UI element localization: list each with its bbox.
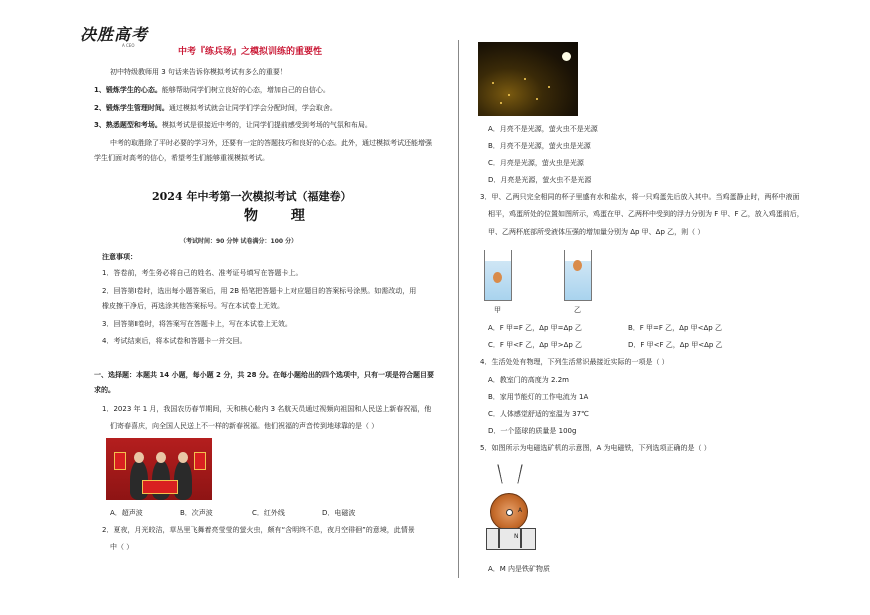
intro-point-3 [94, 121, 372, 130]
q2-option-d: D．月亮是光源，萤火虫不是光源 [488, 176, 592, 184]
q1-option-b: B．次声波 [180, 509, 213, 517]
q3-line-2: 相平，鸡蛋所处的位置如图所示，鸡蛋在甲、乙两杯中受到的浮力分别为 F 甲、F 乙，放入鸡蛋前后， [488, 210, 804, 218]
drum-hub [506, 509, 513, 516]
section-heading-line-2: 求的。 [94, 386, 115, 394]
firefly [508, 94, 510, 96]
glass-label-jia: 甲 [494, 306, 501, 314]
intro-point-label: 2、锻炼学生管理时间。 [94, 104, 169, 112]
notice-item: 3．回答第Ⅱ卷时，将答案写在答题卡上，写在本试卷上无效。 [102, 320, 292, 328]
q3-option-b: B．F 甲=F 乙，Δp 甲<Δp 乙 [628, 324, 722, 332]
q5-option-a: A．M 内是铁矿物质 [488, 565, 551, 573]
firefly [500, 102, 502, 104]
q3-line-3: 甲、乙两杯底部所受液体压强的增加量分别为 Δp 甲、Δp 乙，则（ ） [488, 228, 705, 236]
q5-line-1: 5．如图所示为电磁选矿机的示意图，A 为电磁铁，下列选项正确的是（ ） [480, 444, 711, 452]
notice-item: 4．考试结束后，将本试卷和答题卡一并交回。 [102, 337, 247, 345]
intro-point-label: 3、熟悉题型和考场。 [94, 121, 162, 129]
banner-decoration [114, 452, 126, 470]
astronaut-face [134, 452, 144, 463]
q1-line-2: 们寄春喜庆，向全国人民送上不一样的新春祝福。他们祝福的声音传到地球靠的是（ ） [110, 422, 379, 430]
brand-logo-sub: A CEO [122, 43, 135, 48]
egg [493, 272, 502, 283]
q1-line-1: 1．2023 年 1 月，我国农历春节期间，天和核心舱内 3 名航天员通过视频向祖国和人民送上新春祝福，他 [102, 405, 432, 413]
notice-heading: 注意事项： [102, 253, 137, 261]
diagram-label-a: A [518, 507, 523, 514]
q4-option-b: B．家用节能灯的工作电流为 1A [488, 393, 589, 401]
exam-meta: （考试时间：90 分钟 试卷满分：100 分） [180, 238, 298, 245]
intro-point-text: 模拟考试是很接近中考的，让同学们提前感受到考场的气氛和布局。 [161, 121, 372, 129]
q2-option-c: C．月亮是光源，萤火虫是光源 [488, 159, 584, 167]
brand-logo: 决胜高考 [80, 25, 149, 44]
firefly [548, 86, 550, 88]
q1-option-a: A．超声波 [110, 509, 143, 517]
intro-lead: 初中特级教师用 3 句话来告诉你模拟考试有多么的重要！ [110, 68, 287, 76]
intro-closing-line-1: 中考的取胜除了平时必要的学习外，还要有一定的答题技巧和良好的心态。此外，通过模拟考试还能增强 [110, 139, 432, 147]
q1-astronauts-image [106, 438, 212, 500]
q3-option-d: D．F 甲<F 乙，Δp 甲<Δp 乙 [628, 341, 723, 349]
q2-line-2: 中（ ） [110, 543, 134, 551]
exam-title: 2024 年中考第一次模拟考试（福建卷） [152, 190, 352, 203]
q3-line-1: 3．甲、乙两只完全相同的杯子里盛有水和盐水，将一只鸡蛋先后放入其中。当鸡蛋静止时，两杯中液面 [480, 193, 800, 201]
q4-line-1: 4．生活处处有物理，下列生活常识最接近实际的一项是（ ） [480, 358, 669, 366]
glass-yi [564, 250, 592, 301]
intro-point-1 [94, 86, 330, 95]
glass-jia [484, 250, 512, 301]
intro-closing-line-2: 学生们面对高考的信心，希望考生们能够重视模拟考试。 [94, 154, 269, 162]
q3-option-c: C．F 甲<F 乙，Δp 甲>Δp 乙 [488, 341, 583, 349]
base-divider [498, 528, 500, 548]
collection-base [486, 528, 536, 550]
firefly [524, 78, 526, 80]
q1-option-d: D．电磁波 [322, 509, 356, 517]
base-divider [520, 528, 522, 548]
q4-option-a: A．教室门的高度为 2.2m [488, 376, 569, 384]
q2-option-b: B．月亮不是光源，萤火虫是光源 [488, 142, 591, 150]
diagram-label-n: N [514, 533, 519, 540]
notice-item: 2．回答第Ⅰ卷时，选出每小题答案后，用 2B 铅笔把答题卡上对应题目的答案标号涂黑。如需改动，用 [102, 287, 417, 295]
q2-line-1: 2．夏夜，月光皎洁，草丛里飞舞着亮莹莹的萤火虫，颇有“含明终不息，夜月空徘徊”的意境，此情景 [102, 526, 415, 534]
egg [573, 260, 582, 271]
column-divider [458, 40, 459, 578]
q1-option-c: C．红外线 [252, 509, 285, 517]
notice-item: 橡皮擦干净后，再选涂其他答案标号。写在本试卷上无效。 [102, 302, 284, 310]
intro-point-label: 1、锻炼学生的心态。 [94, 86, 162, 94]
firefly [536, 98, 538, 100]
intro-heading: 中考『练兵场』之模拟训练的重要性 [178, 47, 323, 57]
section-heading-line-1: 一、选择题：本题共 14 小题，每小题 2 分，共 28 分。在每小题给出的四个选项中，只有一项是符合题目要 [94, 371, 434, 379]
intro-point-text: 通过模拟考试就会让同学们学会分配时间，学会取舍。 [168, 104, 337, 112]
intro-point-text: 能够帮助同学们树立良好的心态，增加自己的自信心。 [161, 86, 330, 94]
glass-label-yi: 乙 [574, 306, 581, 314]
notice-item: 1．答卷前，考生务必将自己的姓名、准考证号填写在答题卡上。 [102, 269, 303, 277]
q2-option-a: A．月亮不是光源，萤火虫不是光源 [488, 125, 598, 133]
intro-point-2 [94, 104, 337, 113]
fu-banner [142, 480, 178, 494]
q3-option-a: A．F 甲=F 乙，Δp 甲=Δp 乙 [488, 324, 582, 332]
firefly [492, 82, 494, 84]
banner-decoration [194, 452, 206, 470]
q4-option-d: D．一个篮球的质量是 100g [488, 427, 577, 435]
astronaut-face [178, 452, 188, 463]
ore-hopper [497, 465, 522, 484]
moon [562, 52, 571, 61]
astronaut-face [156, 452, 166, 463]
exam-subject: 物 理 [244, 208, 319, 224]
q4-option-c: C．人体感觉舒适的室温为 37℃ [488, 410, 589, 418]
q2-fireflies-image [478, 42, 578, 116]
